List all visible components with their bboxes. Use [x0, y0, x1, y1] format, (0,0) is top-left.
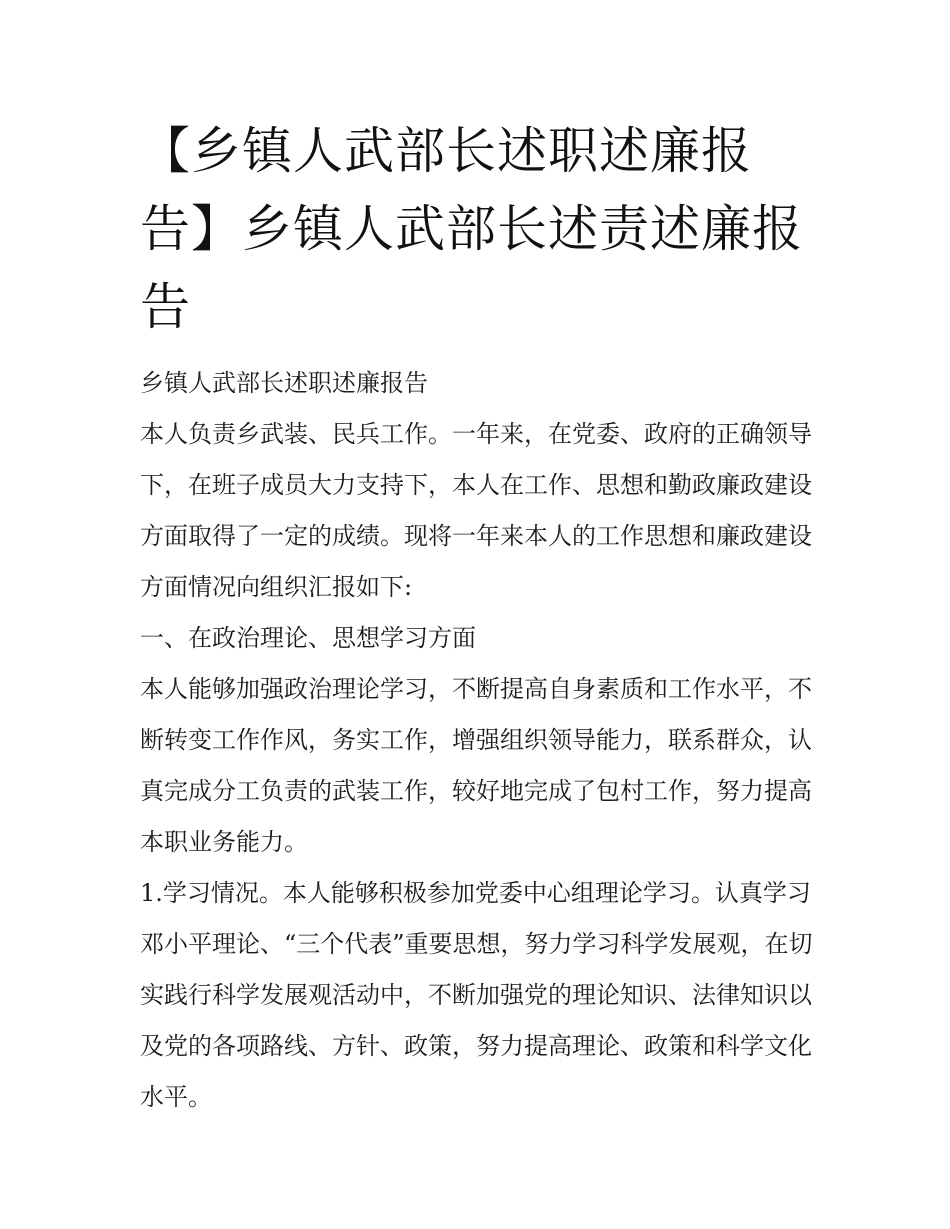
- study-paragraph: 1.学习情况。本人能够积极参加党委中心组理论学习。认真学习邓小平理论、“三个代表”重要思想，努力学习科学发展观，在切实践行科学发展观活动中，不断加强党的理论知识、法律知识以及党的各项路线、方针、政策，努力提高理论、政策和科学文化水平。: [140, 879, 813, 1111]
- document-body: [140, 358, 820, 1123]
- section-paragraph: 本人能够加强政治理论学习，不断提高自身素质和工作水平，不断转变工作作风，务实工作，增强组织领导能力，联系群众，认真完成分工负责的武装工作，较好地完成了包村工作，努力提高本职业务能力。: [140, 675, 812, 856]
- intro-paragraph: 本人负责乡武装、民兵工作。一年来，在党委、政府的正确领导下，在班子成员大力支持下，本人在工作、思想和勤政廉政建设方面取得了一定的成绩。现将一年来本人的工作思想和廉政建设方面情况向组织汇报如下:: [140, 420, 812, 601]
- subtitle-paragraph: 乡镇人武部长述职述廉报告: [140, 369, 428, 397]
- section-heading: 一、在政治理论、思想学习方面: [140, 624, 476, 652]
- document-title: 【乡镇人武部长述职述廉报告】乡镇人武部长述责述廉报告: [140, 122, 803, 336]
